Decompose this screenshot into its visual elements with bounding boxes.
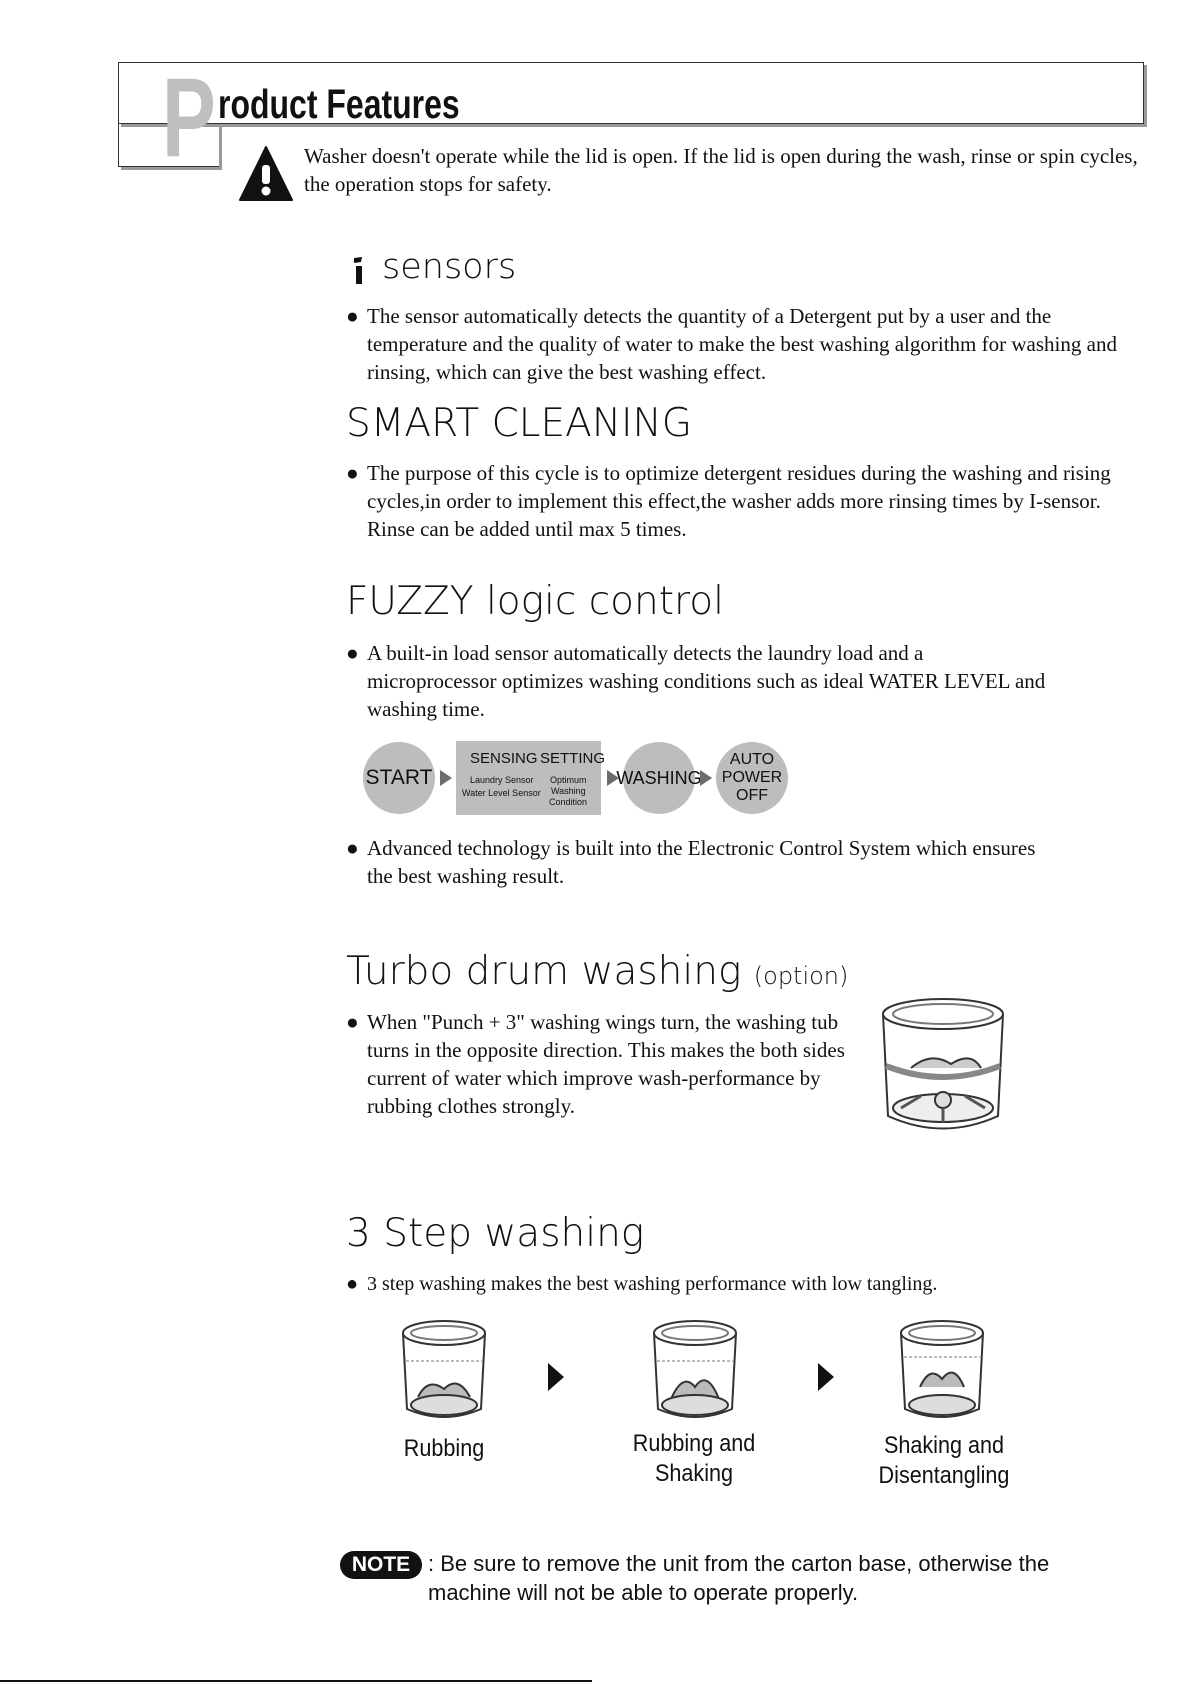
turbo-drum-bullet-text: When "Punch + 3" washing wings turn, the washing tub turns in the opposite direction. This makes the both sides current of water which improve wash-performance by rubbing clothes strongly. bbox=[367, 1010, 845, 1118]
bullet-dot-icon: ● bbox=[346, 641, 359, 665]
turbo-drum-bullet bbox=[346, 1008, 866, 1120]
flow-sensing-label: SENSING bbox=[470, 750, 538, 767]
flow-condition: Condition bbox=[549, 797, 588, 807]
safety-warning-text: Washer doesn't operate while the lid is open. If the lid is open during the wash, rinse or spin cycles, the operation stops for safety. bbox=[304, 144, 1138, 196]
fuzzy-bullet-2-text: Advanced technology is built into the Electronic Control System which ensures the best washing result. bbox=[367, 836, 1036, 888]
flow-arrow-icon bbox=[700, 770, 712, 786]
bullet-dot-icon: ● bbox=[346, 1010, 359, 1034]
note-text: : Be sure to remove the unit from the carton base, otherwise the machine will not be able to operate properly. bbox=[428, 1551, 1050, 1605]
turbo-drum-heading bbox=[346, 948, 848, 1000]
flow-sensing-setting-box bbox=[456, 741, 606, 815]
flow-optimum: Optimum bbox=[550, 775, 587, 785]
flow-off: OFF bbox=[736, 787, 768, 804]
page-title: roduct Features bbox=[218, 81, 460, 127]
flow-washing: WASHING bbox=[623, 742, 695, 814]
step-label-rubbing-and-shaking: Rubbing and Shaking bbox=[632, 1430, 756, 1487]
step-arrow-icon bbox=[818, 1363, 834, 1391]
fuzzy-logic-heading: FUZZY logic control bbox=[346, 579, 724, 624]
flow-auto: AUTO bbox=[729, 751, 775, 768]
three-step-bullet bbox=[346, 1270, 1106, 1298]
flow-laundry-sensor: Laundry Sensor bbox=[470, 775, 534, 785]
bullet-dot-icon: ● bbox=[346, 836, 359, 860]
rubbing-tub-illustration bbox=[398, 1317, 490, 1427]
flow-water-level-sensor: Water Level Sensor bbox=[462, 788, 541, 798]
smart-cleaning-heading: SMART CLEANING bbox=[346, 401, 692, 446]
shaking-disentangling-tub-illustration bbox=[896, 1317, 988, 1427]
three-step-bullet-text: 3 step washing makes the best washing performance with low tangling. bbox=[367, 1273, 938, 1295]
bullet-dot-icon: ● bbox=[346, 1273, 359, 1295]
flow-start: START bbox=[363, 742, 435, 814]
fuzzy-bullet-2 bbox=[346, 834, 1046, 890]
turbo-drum-option: (option) bbox=[753, 962, 849, 990]
bullet-dot-icon: ● bbox=[346, 461, 359, 485]
turbo-drum-illustration bbox=[876, 996, 1011, 1138]
flow-power: POWER bbox=[721, 769, 783, 786]
sensors-bullet bbox=[346, 302, 1136, 386]
step-label-rubbing: Rubbing bbox=[403, 1435, 485, 1462]
bullet-dot-icon: ● bbox=[346, 304, 359, 328]
header-big-letter: P bbox=[162, 55, 216, 180]
warning-triangle-icon bbox=[238, 145, 294, 203]
flow-washing-small: Washing bbox=[551, 786, 586, 796]
note-badge: NOTE bbox=[340, 1551, 422, 1579]
step-label-shaking-and-disentangling: Shaking and Disentangling bbox=[878, 1432, 1010, 1489]
flow-setting-label: SETTING bbox=[540, 750, 606, 767]
step-arrow-icon bbox=[548, 1363, 564, 1391]
turbo-drum-title: Turbo drum washing bbox=[346, 949, 742, 994]
three-step-heading: 3 Step washing bbox=[346, 1211, 645, 1256]
smart-cleaning-bullet-text: The purpose of this cycle is to optimize detergent residues during the washing and rising cycles,in order to implement this effect,the washer adds more rinsing times by I-sensor. Rinse can be added until max 5 times. bbox=[367, 461, 1111, 541]
sensors-heading: sensors bbox=[382, 247, 517, 287]
fuzzy-bullet-1-text: A built-in load sensor automatically detects the laundry load and a microprocessor optimizes washing conditions such as ideal WATER LEVEL and washing time. bbox=[367, 641, 1046, 721]
flow-auto-power-off bbox=[716, 742, 788, 814]
rubbing-shaking-tub-illustration bbox=[649, 1317, 741, 1427]
flow-arrow-icon bbox=[440, 770, 452, 786]
i-sensor-logo-icon bbox=[352, 257, 366, 285]
fuzzy-bullet-1 bbox=[346, 639, 1046, 723]
smart-cleaning-bullet bbox=[346, 459, 1136, 543]
sensors-bullet-text: The sensor automatically detects the quantity of a Detergent put by a user and the temperature and the quality of water to make the best washing algorithm for washing and rinsing, which can give the best washing effect. bbox=[367, 304, 1117, 384]
footer-divider bbox=[0, 1680, 592, 1682]
